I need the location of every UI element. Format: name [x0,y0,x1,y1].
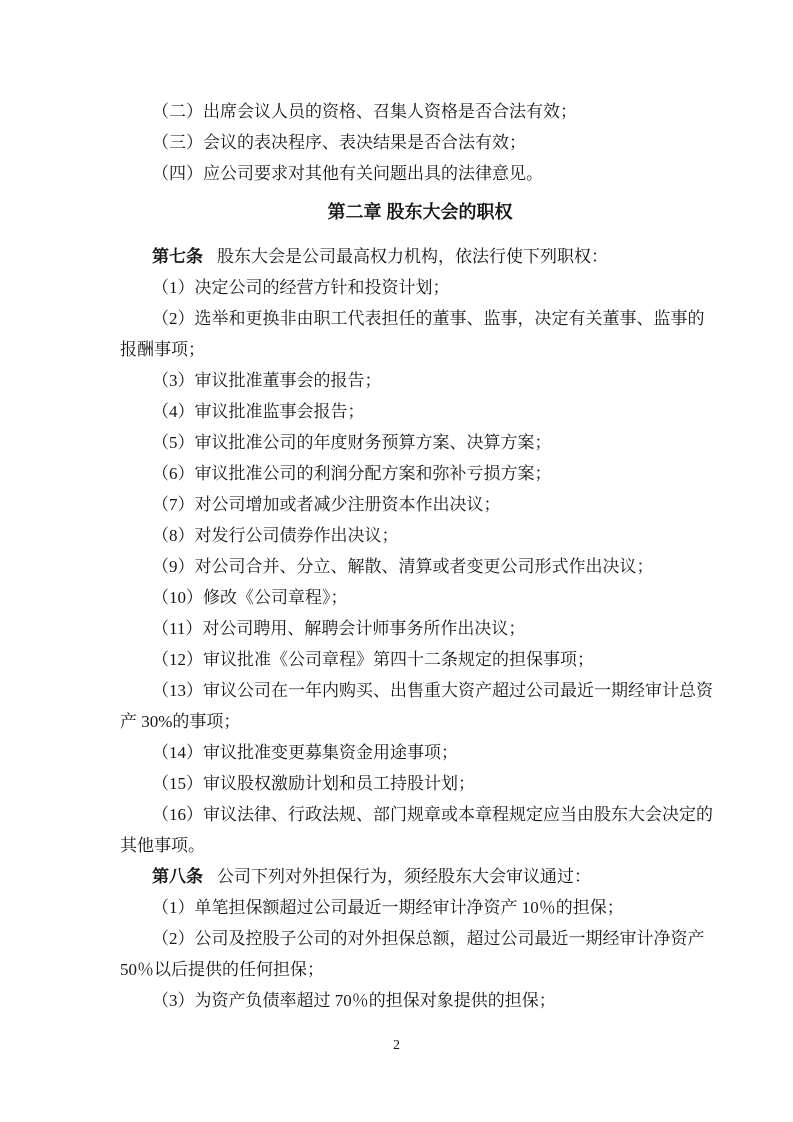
article-text: 公司下列对外担保行为，须经股东大会审议通过： [217,867,591,886]
list-item-line: （14）审议批准变更募集资金用途事项； [152,743,458,762]
list-item-line: （16）审议法律、行政法规、部门规章或本章程规定应当由股东大会决定的 [152,805,713,824]
list-item-line: （15）审议股权激励计划和员工持股计划； [152,774,475,793]
list-item-line: （3）为资产负债率超过 70％的担保对象提供的担保； [152,991,556,1010]
continuation-line: 产 30%的事项； [120,712,241,731]
list-item-line: （三）会议的表决程序、表决结果是否合法有效； [152,133,526,152]
list-item-line: （四）应公司要求对其他有关问题出具的法律意见。 [152,164,543,183]
list-item-line: （11）对公司聘用、解聘会计师事务所作出决议； [152,619,526,638]
list-item-line: （2）选举和更换非由职工代表担任的董事、监事，决定有关董事、监事的 [152,309,705,328]
list-item-line: （10）修改《公司章程》； [152,588,348,607]
page-body [120,96,720,1016]
article-line [120,861,720,892]
list-item-line: （1）单笔担保额超过公司最近一期经审计净资产 10％的担保； [152,898,624,917]
list-item-line: （13）审议公司在一年内购买、出售重大资产超过公司最近一期经审计总资 [152,681,713,700]
continuation-line: 其他事项。 [120,836,205,855]
list-item-line: （4）审议批准监事会报告； [152,402,365,421]
article-number: 第八条 [152,867,203,886]
list-item-line: （二）出席会议人员的资格、召集人资格是否合法有效； [152,102,577,121]
article-number: 第七条 [152,247,203,266]
article-line [120,241,720,272]
list-item-line: （7）对公司增加或者减少注册资本作出决议； [152,495,501,514]
page-number: 2 [393,1038,400,1053]
list-item-line: （5）审议批准公司的年度财务预算方案、决算方案； [152,433,552,452]
chapter-heading: 第二章 股东大会的职权 [327,202,513,222]
list-item-line: （6）审议批准公司的利润分配方案和弥补亏损方案； [152,464,552,483]
article-text: 股东大会是公司最高权力机构，依法行使下列职权： [217,247,608,266]
continuation-line: 报酬事项； [120,340,205,359]
continuation-line: 50％以后提供的任何担保； [120,960,324,979]
list-item-line: （2）公司及控股子公司的对外担保总额，超过公司最近一期经审计净资产 [152,929,705,948]
list-item-line: （9）对公司合并、分立、解散、清算或者变更公司形式作出决议； [152,557,654,576]
list-item-line: （1）决定公司的经营方针和投资计划； [152,278,450,297]
list-item-line: （3）审议批准董事会的报告； [152,371,382,390]
list-item-line: （12）审议批准《公司章程》第四十二条规定的担保事项； [152,650,594,669]
list-item-line: （8）对发行公司债券作出决议； [152,526,399,545]
